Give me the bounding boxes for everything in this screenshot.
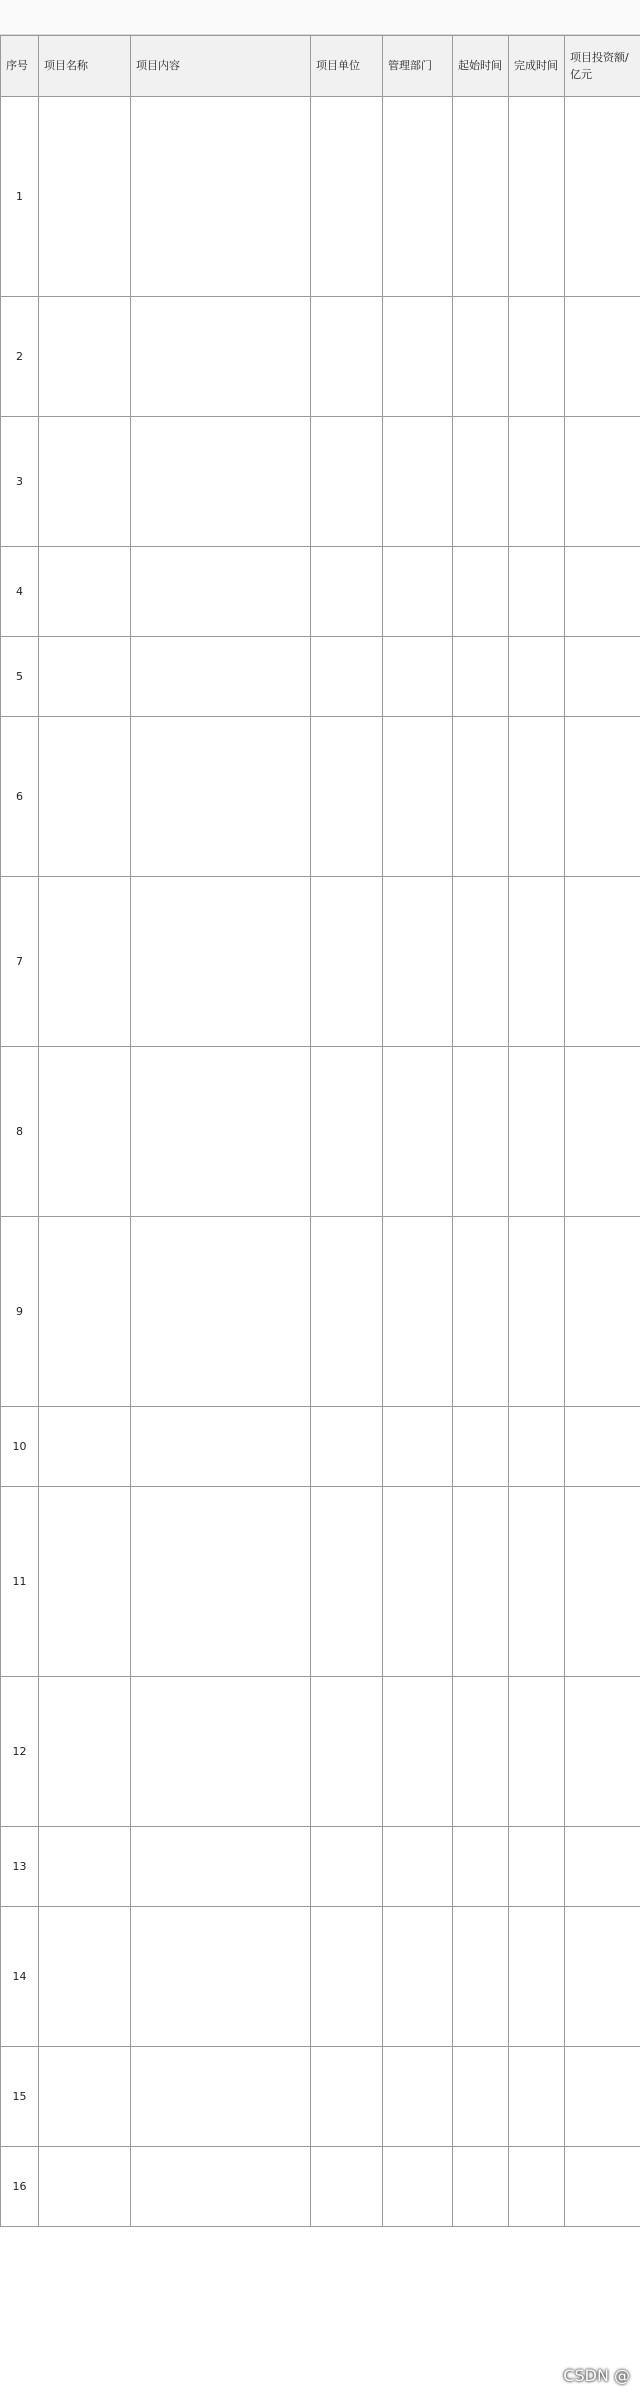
header-start: 起始时间	[453, 36, 509, 97]
cell-invest	[565, 1047, 640, 1217]
cell-no: 5	[1, 637, 39, 717]
cell-no: 12	[1, 1677, 39, 1827]
cell-name	[39, 1217, 131, 1407]
cell-start	[453, 1407, 509, 1487]
cell-no: 15	[1, 2047, 39, 2147]
table-row	[1, 547, 640, 637]
cell-content	[131, 2047, 311, 2147]
cell-content	[131, 717, 311, 877]
cell-dept	[383, 1047, 453, 1217]
cell-name	[39, 637, 131, 717]
cell-invest	[565, 1677, 640, 1827]
cell-end	[509, 717, 565, 877]
table-row	[1, 1677, 640, 1827]
cell-invest	[565, 97, 640, 297]
cell-invest	[565, 877, 640, 1047]
cell-end	[509, 297, 565, 417]
cell-no: 2	[1, 297, 39, 417]
cell-dept	[383, 717, 453, 877]
table-row	[1, 1827, 640, 1907]
cell-invest	[565, 2147, 640, 2227]
cell-unit	[311, 2047, 383, 2147]
cell-invest	[565, 547, 640, 637]
table-row	[1, 717, 640, 877]
cell-start	[453, 417, 509, 547]
cell-content	[131, 1487, 311, 1677]
cell-invest	[565, 1217, 640, 1407]
cell-unit	[311, 1407, 383, 1487]
table-row	[1, 2147, 640, 2227]
cell-name	[39, 1907, 131, 2047]
cell-unit	[311, 1217, 383, 1407]
header-name: 项目名称	[39, 36, 131, 97]
cell-dept	[383, 417, 453, 547]
cell-name	[39, 1407, 131, 1487]
cell-content	[131, 97, 311, 297]
cell-start	[453, 1827, 509, 1907]
cell-start	[453, 637, 509, 717]
table-row	[1, 1047, 640, 1217]
cell-no: 14	[1, 1907, 39, 2047]
cell-dept	[383, 1487, 453, 1677]
cell-end	[509, 97, 565, 297]
cell-invest	[565, 1827, 640, 1907]
table-row	[1, 417, 640, 547]
cell-dept	[383, 2147, 453, 2227]
cell-invest	[565, 1487, 640, 1677]
cell-invest	[565, 1907, 640, 2047]
cell-end	[509, 2047, 565, 2147]
cell-invest	[565, 2047, 640, 2147]
cell-no: 8	[1, 1047, 39, 1217]
cell-start	[453, 1047, 509, 1217]
cell-no: 4	[1, 547, 39, 637]
cell-name	[39, 717, 131, 877]
cell-dept	[383, 297, 453, 417]
table-row	[1, 1907, 640, 2047]
cell-dept	[383, 2047, 453, 2147]
cell-no: 3	[1, 417, 39, 547]
cell-start	[453, 2047, 509, 2147]
table-body	[1, 97, 640, 2227]
cell-end	[509, 547, 565, 637]
cell-no: 7	[1, 877, 39, 1047]
cell-no: 6	[1, 717, 39, 877]
cell-end	[509, 2147, 565, 2227]
cell-dept	[383, 97, 453, 297]
cell-name	[39, 417, 131, 547]
project-table	[0, 35, 640, 2227]
cell-unit	[311, 1677, 383, 1827]
cell-unit	[311, 297, 383, 417]
cell-name	[39, 1677, 131, 1827]
cell-content	[131, 1907, 311, 2047]
cell-unit	[311, 717, 383, 877]
cell-end	[509, 1217, 565, 1407]
cell-no: 9	[1, 1217, 39, 1407]
cell-unit	[311, 1907, 383, 2047]
header-invest: 项目投资额/亿元	[565, 36, 640, 97]
cell-invest	[565, 417, 640, 547]
header-end: 完成时间	[509, 36, 565, 97]
cell-name	[39, 877, 131, 1047]
cell-start	[453, 1217, 509, 1407]
header-dept: 管理部门	[383, 36, 453, 97]
cell-content	[131, 877, 311, 1047]
cell-start	[453, 297, 509, 417]
cell-invest	[565, 297, 640, 417]
cell-name	[39, 1047, 131, 1217]
cell-no: 1	[1, 97, 39, 297]
table-row	[1, 297, 640, 417]
cell-no: 11	[1, 1487, 39, 1677]
cell-end	[509, 1487, 565, 1677]
header-content: 项目内容	[131, 36, 311, 97]
cell-name	[39, 547, 131, 637]
table-header-row	[1, 36, 640, 97]
cell-start	[453, 1907, 509, 2047]
cell-name	[39, 2047, 131, 2147]
cell-no: 16	[1, 2147, 39, 2227]
table-row	[1, 97, 640, 297]
cell-dept	[383, 547, 453, 637]
cell-end	[509, 417, 565, 547]
cell-dept	[383, 1677, 453, 1827]
cell-unit	[311, 637, 383, 717]
table-row	[1, 1407, 640, 1487]
cell-content	[131, 1217, 311, 1407]
header-no: 序号	[1, 36, 39, 97]
cell-unit	[311, 97, 383, 297]
cell-invest	[565, 1407, 640, 1487]
cell-unit	[311, 1047, 383, 1217]
cell-end	[509, 1677, 565, 1827]
cell-unit	[311, 2147, 383, 2227]
cell-start	[453, 547, 509, 637]
cell-dept	[383, 877, 453, 1047]
table-row	[1, 1217, 640, 1407]
cell-content	[131, 1677, 311, 1827]
cell-name	[39, 1487, 131, 1677]
cell-no: 10	[1, 1407, 39, 1487]
page-top-strip	[0, 0, 640, 35]
cell-no: 13	[1, 1827, 39, 1907]
cell-invest	[565, 717, 640, 877]
cell-content	[131, 547, 311, 637]
cell-end	[509, 1827, 565, 1907]
header-unit: 项目单位	[311, 36, 383, 97]
cell-content	[131, 417, 311, 547]
cell-dept	[383, 1217, 453, 1407]
table-row	[1, 637, 640, 717]
cell-dept	[383, 1907, 453, 2047]
cell-end	[509, 1907, 565, 2047]
cell-dept	[383, 1827, 453, 1907]
cell-start	[453, 1677, 509, 1827]
cell-dept	[383, 637, 453, 717]
cell-content	[131, 637, 311, 717]
cell-unit	[311, 877, 383, 1047]
cell-unit	[311, 417, 383, 547]
cell-start	[453, 877, 509, 1047]
table-row	[1, 2047, 640, 2147]
table-row	[1, 1487, 640, 1677]
cell-content	[131, 1407, 311, 1487]
cell-end	[509, 1407, 565, 1487]
cell-invest	[565, 637, 640, 717]
watermark: CSDN @	[563, 2366, 630, 2385]
cell-unit	[311, 1487, 383, 1677]
cell-end	[509, 877, 565, 1047]
cell-content	[131, 297, 311, 417]
cell-start	[453, 1487, 509, 1677]
cell-content	[131, 2147, 311, 2227]
cell-name	[39, 2147, 131, 2227]
cell-unit	[311, 1827, 383, 1907]
cell-start	[453, 717, 509, 877]
cell-end	[509, 637, 565, 717]
cell-name	[39, 297, 131, 417]
cell-end	[509, 1047, 565, 1217]
cell-start	[453, 97, 509, 297]
cell-unit	[311, 547, 383, 637]
cell-content	[131, 1047, 311, 1217]
cell-name	[39, 97, 131, 297]
cell-name	[39, 1827, 131, 1907]
table-row	[1, 877, 640, 1047]
cell-start	[453, 2147, 509, 2227]
cell-content	[131, 1827, 311, 1907]
cell-dept	[383, 1407, 453, 1487]
